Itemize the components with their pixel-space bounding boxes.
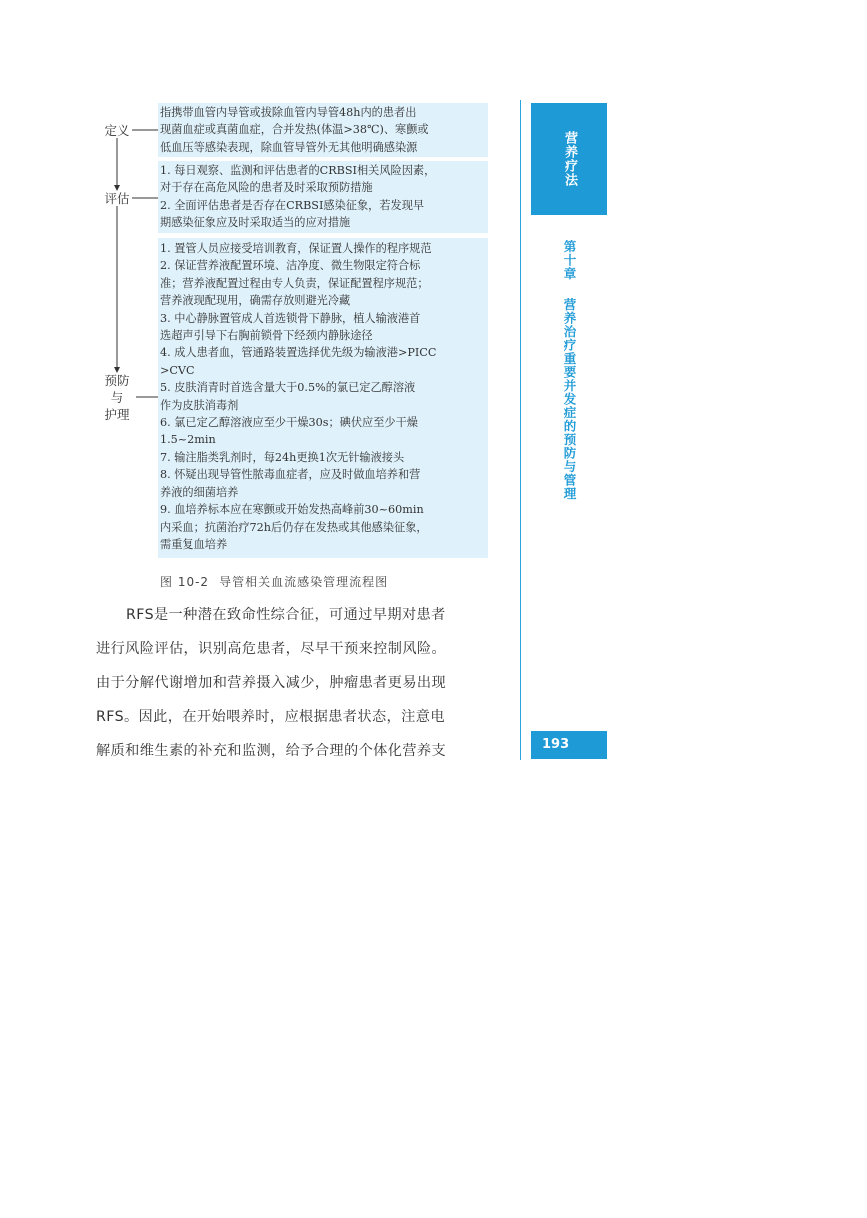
step-label-assessment: 评估: [104, 191, 130, 206]
box-line: 9. 血培养标本应在寒颤或开始发热高峰前30~60min: [160, 503, 424, 517]
page-number: 193: [531, 731, 607, 759]
box-line: 作为皮肤消毒剂: [160, 398, 239, 412]
section-tab: [531, 103, 607, 215]
chapter-title-wrap: [553, 298, 585, 528]
box-line: 需重复血培养: [160, 537, 228, 551]
box-line: 养液的细菌培养: [160, 485, 239, 499]
step-label-line: 与: [110, 390, 124, 405]
assessment-box: [158, 161, 488, 233]
flowchart: [96, 100, 496, 565]
box-line: 7. 输注脂类乳剂时，每24h更换1次无针输液接头: [160, 450, 405, 464]
body-paragraph: [96, 598, 496, 768]
box-line: 准；营养液配置过程由专人负责，保证配置程序规范；: [160, 276, 429, 290]
box-line: 选超声引导下右胸前锁骨下经颈内静脉途径: [160, 329, 373, 343]
box-line: 1. 每日观察、监测和评估患者的CRBSI相关风险因素，: [160, 164, 436, 177]
step-label-line: 预防: [104, 373, 130, 388]
body-line: 进行风险评估，识别高危患者，尽早干预来控制风险。: [96, 641, 447, 657]
definition-box: [158, 103, 488, 157]
box-line: 4. 成人患者血，管通路装置选择优先级为输液港>PICC: [160, 346, 437, 360]
box-line: 内采血；抗菌治疗72h后仍存在发热或其他感染征象，: [160, 520, 428, 534]
figure-caption: [160, 573, 388, 590]
box-line: 3. 中心静脉置管成人首选锁骨下静脉，植人输液港首: [160, 311, 421, 325]
box-line: 5. 皮肤消青时首选含量大于0.5%的氯已定乙醇溶液: [160, 381, 416, 395]
body-line: RFS是一种潜在致命性综合征，可通过早期对患者: [126, 607, 446, 623]
box-line: 低血压等感染表现，除血管导管外无其他明确感染源: [160, 140, 418, 154]
box-line: 指携带血管内导管或拔除血管内导管48h内的患者出: [160, 106, 417, 119]
step-label-line: 护理: [104, 407, 130, 422]
box-line: 2. 保证营养液配置环境、洁净度、微生物限定符合标: [160, 259, 421, 273]
body-line: 解质和维生素的补充和监测，给予合理的个体化营养支: [96, 743, 447, 759]
side-divider: [520, 100, 521, 760]
box-line: 1. 置管人员应接受培训教育，保证置人操作的程序规范: [160, 242, 432, 255]
body-line: RFS。因此，在开始喂养时，应根据患者状态，注意电: [96, 709, 445, 725]
step-label-prevention: [100, 372, 134, 423]
box-line: 营养液现配现用，确需存放则避光冷藏: [160, 294, 351, 308]
step-label-definition: 定义: [104, 123, 130, 138]
chapter-number: 第十章: [562, 240, 577, 281]
prevention-box: [158, 238, 488, 558]
figure-title: 导管相关血流感染管理流程图: [219, 575, 389, 589]
box-line: >CVC: [160, 363, 195, 377]
body-line: 由于分解代谢增加和营养摄入减少，肿瘤患者更易出现: [96, 675, 447, 691]
box-line: 期感染征象应及时采取适当的应对措施: [160, 216, 351, 230]
box-line: 6. 氯已定乙醇溶液应至少干燥30s；碘伏应至少干燥: [160, 416, 418, 430]
box-line: 现菌血症或真菌血症，合并发热(体温>38℃)、寒颤或: [160, 123, 429, 137]
box-line: 1.5~2min: [160, 433, 216, 447]
box-line: 2. 全面评估患者是否存在CRBSI感染征象，若发现早: [160, 198, 425, 212]
figure-number: 图 10-2: [160, 575, 210, 589]
box-line: 8. 怀疑出现导管性脓毒血症者，应及时做血培养和营: [160, 468, 421, 482]
chapter-title: 营养治疗重要并发症的预防与管理: [562, 298, 577, 501]
section-title: 营养疗法: [562, 131, 577, 187]
box-line: 对于存在高危风险的患者及时采取预防措施: [160, 181, 373, 195]
